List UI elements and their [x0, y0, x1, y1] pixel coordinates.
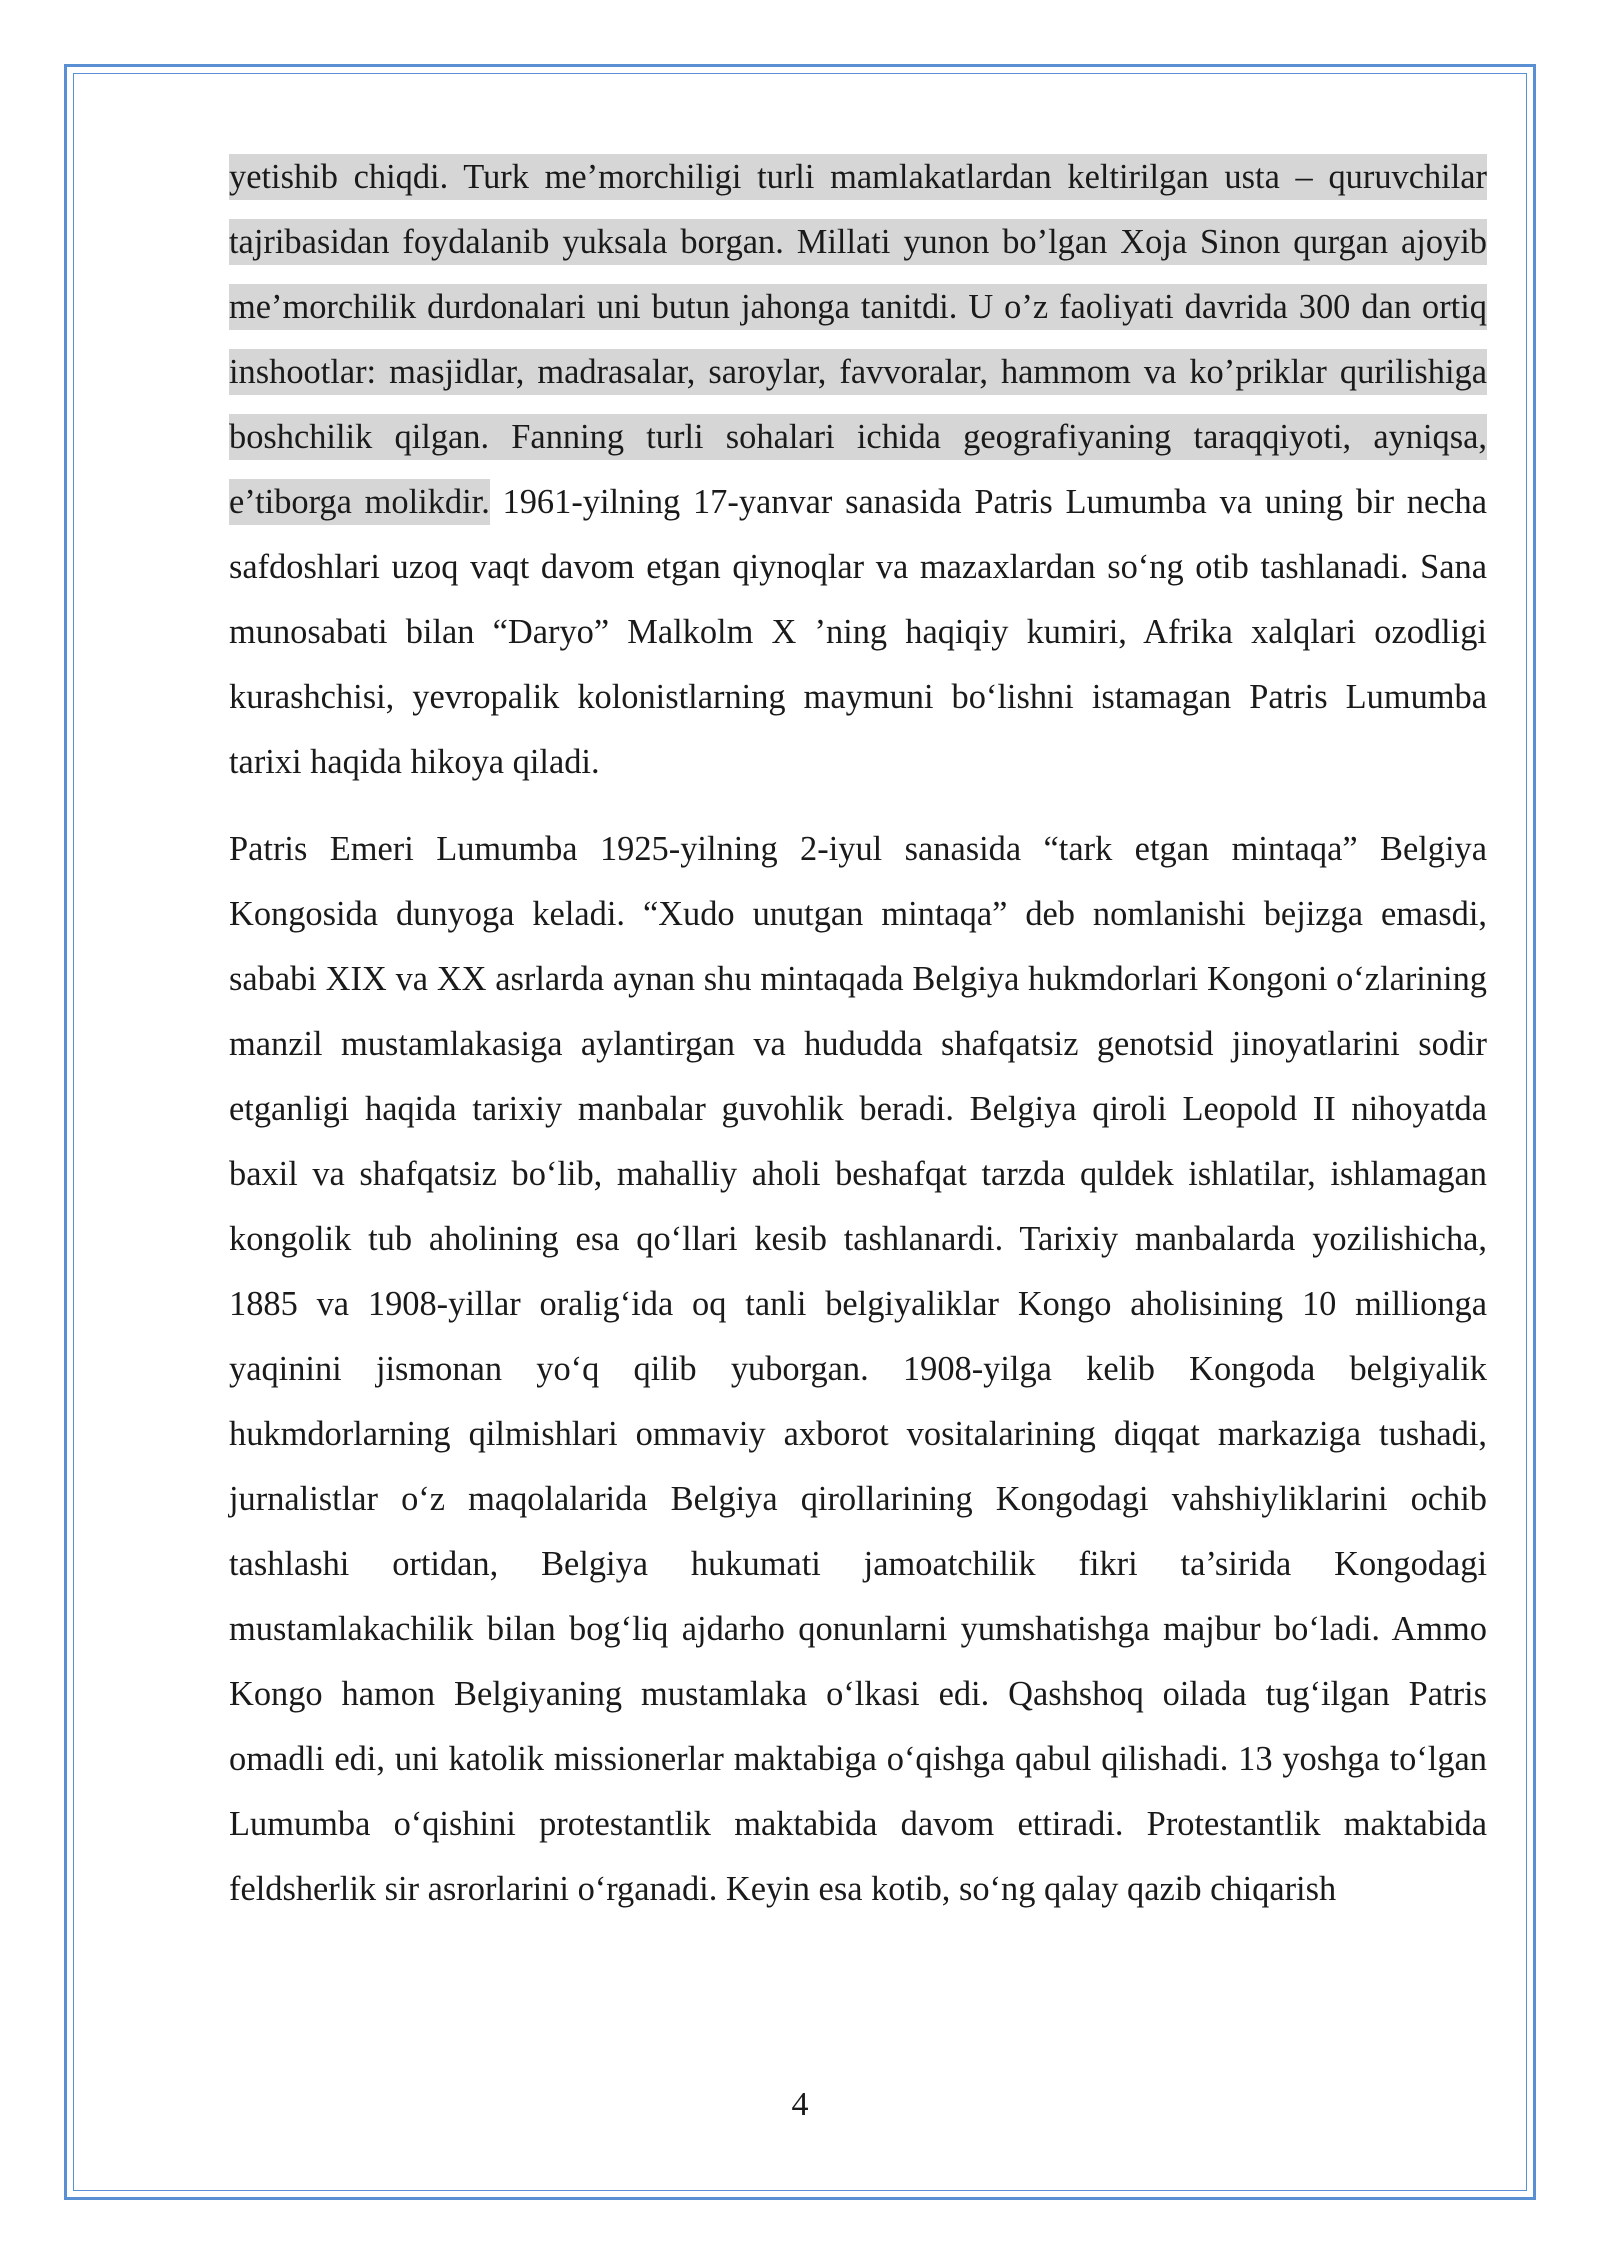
paragraph-2-text: Patris Emeri Lumumba 1925-yilning 2-iyul sanasida “tark etgan mintaqa” Belgiya Kongosida dunyoga keladi. “Xudo unutgan mintaqa” deb nomlanishi bejizga emasdi, sababi XIX va XX asrlarda aynan shu mintaqada Belgiya hukmdorlari Kongoni o‘zlarining manzil mustamlakasiga aylantirgan va hududda shafqatsiz genotsid jinoyatlarini sodir etganligi haqida tarixiy manbalar guvohlik beradi. Belgiya qiroli Leopold II nihoyatda baxil va shafqatsiz bo‘lib, mahalliy aholi beshafqat tarzda quldek ishlatilar, ishlamagan kongolik tub aholining esa qo‘llari kesib tashlanardi. Tarixiy manbalarda yozilishicha, 1885 va 1908-yillar oralig‘ida oq tanli belgiyaliklar Kongo aholisining 10 millionga yaqinini jismonan yo‘q qilib yuborgan. 1908-yilga kelib Kongoda belgiyalik hukmdorlarning qilmishlari ommaviy axborot vositalarining diqqat markaziga tushadi, jurnalistlar o‘z maqolalarida Belgiya qirollarining Kongodagi vahshiyliklarini ochib tashlashi ortidan, Belgiya hukumati jamoatchilik fikri ta’sirida Kongodagi mustamlakachilik bilan bog‘liq ajdarho qonunlarni yumshatishga majbur bo‘ladi. Ammo Kongo hamon Belgiyaning mustamlaka o‘lkasi edi. Qashshoq oilada tug‘ilgan Patris omadli edi, uni katolik missionerlar maktabiga o‘qishga qabul qilishadi. 13 yoshga to‘lgan Lumumba o‘qishini protestantlik maktabida davom ettiradi. Protestantlik maktabida feldsherlik sir asrorlarini o‘rganadi. Keyin esa kotib, so‘ng qalay qazib chiqarish	[229, 830, 1487, 1908]
page-body	[229, 145, 1487, 1922]
paragraph-1-text: 1961-yilning 17-yanvar sanasida Patris Lumumba va uning bir necha safdoshlari uzoq vaqt davom etgan qiynoqlar va mazaxlardan so‘ng otib tashlanadi. Sana munosabati bilan “Daryo” Malkolm X ’ning haqiqiy kumiri, Afrika xalqlari ozodligi kurashchisi, yevropalik kolonistlarning maymuni bo‘lishni istamagan Patris Lumumba tarixi haqida hikoya qiladi.	[229, 483, 1487, 781]
page-number: 4	[791, 2086, 809, 2123]
paragraph-2	[229, 817, 1487, 1922]
highlighted-text: yetishib chiqdi. Turk me’morchiligi turli mamlakatlardan keltirilgan usta – quruvchilar tajribasidan foydalanib yuksala borgan. Millati yunon bo’lgan Xoja Sinon qurgan ajoyib me’morchilik durdonalari uni butun jahonga tanitdi. U o’z faoliyati davrida 300 dan ortiq inshootlar: masjidlar, madrasalar, saroylar, favvoralar, hammom va ko’priklar qurilishiga boshchilik qilgan. Fanning turli sohalari ichida geografiyaning taraqqiyoti, ayniqsa, e’tiborga molikdir.	[229, 154, 1487, 525]
paragraph-1	[229, 145, 1487, 795]
